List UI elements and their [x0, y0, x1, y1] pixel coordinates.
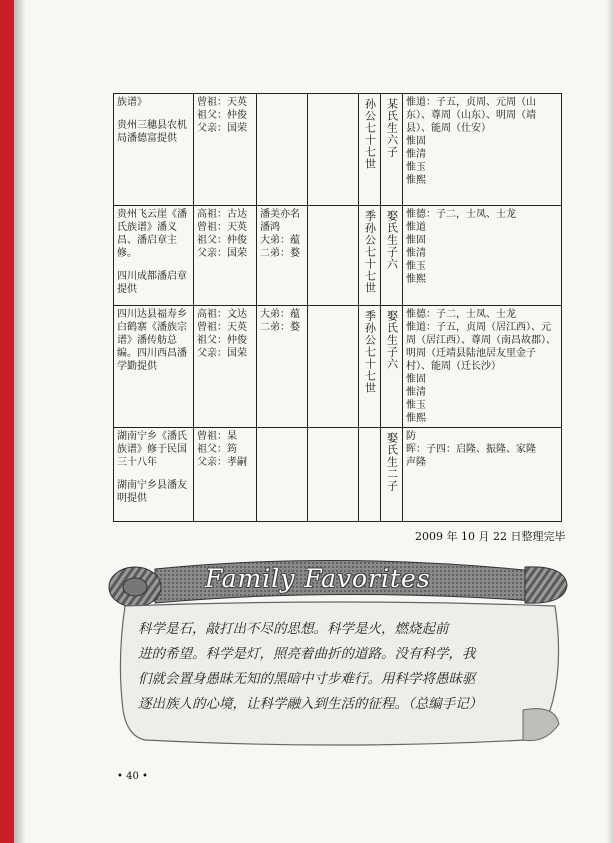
- page-gutter-shadow: [14, 0, 26, 843]
- table-row: [114, 428, 562, 522]
- child-entry: 惟道：子五，贞周（居江西）、元周（居江西）、尊周（南昌故郡）、明周（迁靖县陆池居友里金子村）、能周（迁长沙）: [406, 322, 556, 372]
- shengzi-cell: [381, 428, 403, 522]
- shengzi-text: 娶氏生二子: [385, 432, 399, 492]
- sibling-entry: 二弟：婺: [260, 322, 300, 333]
- shengzi-cell: [381, 206, 403, 306]
- ancestor-entry: 父亲：国荣: [197, 123, 247, 134]
- source-cell: [114, 306, 194, 428]
- sibling-entry: 大弟：蕴: [260, 235, 300, 246]
- child-entry: 惟固: [406, 374, 426, 385]
- ancestor-entry: 祖父：仲俊: [197, 110, 247, 121]
- quote-line: 科学是石，敲打出不尽的思想。科学是火，燃烧起前: [138, 621, 449, 637]
- child-entry: 惟清: [406, 248, 426, 259]
- genealogy-table: [113, 93, 562, 522]
- child-entry: 惟道: [406, 222, 426, 233]
- ancestor-entry: 父亲：国荣: [197, 248, 247, 259]
- red-binding-strip: [0, 0, 14, 843]
- child-entry: 惟熙: [406, 274, 426, 285]
- shengzi-text: 某氏生六子: [385, 98, 399, 158]
- shengzi-cell: [381, 306, 403, 428]
- ancestor-entry: 曾祖：天英: [197, 322, 247, 333]
- child-entry: 惟玉: [406, 162, 426, 173]
- ancestors-cell: [194, 306, 257, 428]
- child-entry: 惟玉: [406, 261, 426, 272]
- source-cell: [114, 94, 194, 206]
- siblings-cell: [257, 94, 308, 206]
- ancestor-entry: 曾祖：天英: [197, 222, 247, 233]
- ancestors-cell: [194, 428, 257, 522]
- sibling-entry: 大弟：蕴: [260, 309, 300, 320]
- quote-line: 进的希望。科学是灯，照亮着曲折的道路。没有科学，我: [138, 646, 476, 662]
- ancestors-cell: [194, 206, 257, 306]
- source-text: 四川达县福寿乡白鹤寨《潘族宗谱》潘传舫总编。四川西昌潘学勤提供: [117, 309, 187, 372]
- siblings-cell: [257, 428, 308, 522]
- quote-line: 逐出族人的心境，让科学融入到生活的征程。（总编手记）: [138, 696, 483, 712]
- generation-text: 季孙公七十七世: [363, 210, 377, 294]
- source-text: 贵州飞云崖《潘氏族谱》潘义昌、潘启章主修。: [117, 209, 187, 259]
- child-entry: 惟清: [406, 387, 426, 398]
- ancestor-entry: 父亲：国荣: [197, 348, 247, 359]
- generation-cell: [359, 306, 381, 428]
- table-row: [114, 306, 562, 428]
- source-text: 贵州三穗县农机局潘德富提供: [117, 120, 187, 144]
- generation-cell: [359, 206, 381, 306]
- spacer-cell: [308, 306, 359, 428]
- child-entry: 惟德：子二，士凤、士龙: [406, 209, 516, 220]
- children-cell: [403, 94, 562, 206]
- ancestor-entry: 曾祖：天英: [197, 97, 247, 108]
- child-entry: 惟玉: [406, 400, 426, 411]
- spacer-cell: [308, 94, 359, 206]
- child-entry: 惟道：子五，贞周、元周（山东）、尊周（山东）、明周（靖县）、能周（仕安）: [406, 97, 536, 134]
- spacer-cell: [308, 428, 359, 522]
- page-edge-shadow: [606, 0, 614, 843]
- sibling-entry: 二弟：婺: [260, 248, 300, 259]
- ancestor-entry: 高祖：古达: [197, 209, 247, 220]
- siblings-cell: [257, 306, 308, 428]
- child-entry: 惟清: [406, 149, 426, 160]
- siblings-cell: [257, 206, 308, 306]
- page-number: • 40 •: [117, 771, 148, 782]
- children-cell: [403, 428, 562, 522]
- spacer-cell: [308, 206, 359, 306]
- ancestor-entry: 曾祖：杲: [197, 431, 237, 442]
- generation-text: 孙公七十七世: [363, 98, 377, 170]
- child-entry: 晖：子四：启隆、振隆、家隆: [406, 444, 536, 455]
- child-entry: 惟固: [406, 235, 426, 246]
- editor-quote: [138, 617, 548, 717]
- shengzi-text: 娶氏生子六: [385, 310, 399, 370]
- children-cell: [403, 306, 562, 428]
- sibling-entry: 潘美亦名潘鸿: [260, 209, 300, 233]
- ancestors-cell: [194, 94, 257, 206]
- source-text: 湖南宁乡县潘友明提供: [117, 480, 187, 504]
- generation-cell: [359, 428, 381, 522]
- shengzi-cell: [381, 94, 403, 206]
- ancestor-entry: 高祖：文达: [197, 309, 247, 320]
- source-text: 族谱》: [117, 97, 147, 108]
- child-entry: 惟熙: [406, 413, 426, 424]
- child-entry: 惟熙: [406, 175, 426, 186]
- child-entry: 惟固: [406, 136, 426, 147]
- quote-line: 们就会置身愚昧无知的黑暗中寸步难行。用科学将愚昧驱: [138, 671, 476, 687]
- table-row: [114, 206, 562, 306]
- child-entry: 惟德：子二，士凤、士龙: [406, 309, 516, 320]
- child-entry: 声隆: [406, 457, 426, 468]
- ancestor-entry: 祖父：筠: [197, 444, 237, 455]
- child-entry: 防: [406, 431, 416, 442]
- shengzi-text: 娶氏生子六: [385, 210, 399, 270]
- source-cell: [114, 206, 194, 306]
- table-row: [114, 94, 562, 206]
- ancestor-entry: 祖父：仲俊: [197, 235, 247, 246]
- source-text: 四川成都潘启章提供: [117, 271, 187, 295]
- completion-note: 2009 年 10 月 22 日整理完毕: [415, 530, 566, 543]
- source-cell: [114, 428, 194, 522]
- generation-text: 季孙公七十七世: [363, 310, 377, 394]
- banner-title: Family Favorites: [205, 564, 431, 593]
- ancestor-entry: 祖父：仲俊: [197, 335, 247, 346]
- ancestor-entry: 父亲：孝嗣: [197, 457, 247, 468]
- children-cell: [403, 206, 562, 306]
- source-text: 湖南宁乡《潘氏族谱》修于民国三十八年: [117, 431, 187, 468]
- generation-cell: [359, 94, 381, 206]
